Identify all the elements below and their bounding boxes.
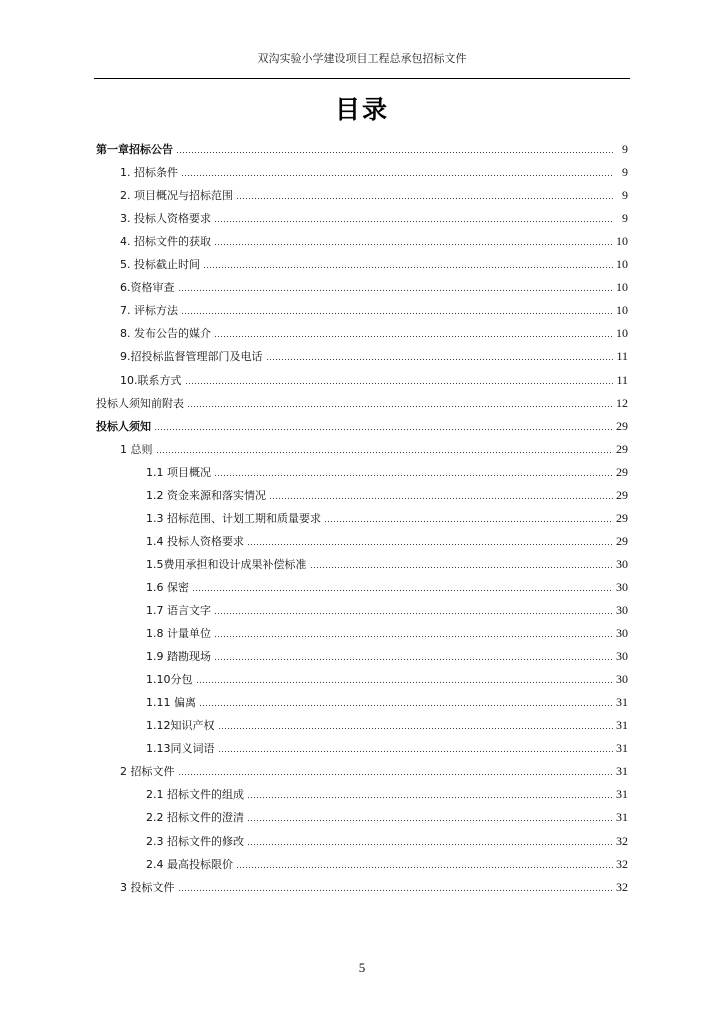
toc-entry[interactable]	[146, 830, 628, 848]
toc-entry-page: 9	[622, 188, 628, 203]
dot-leader	[178, 889, 614, 892]
toc-entry[interactable]	[120, 299, 628, 317]
toc-entry[interactable]	[120, 161, 628, 179]
dot-leader	[214, 474, 613, 477]
dot-leader	[310, 566, 614, 569]
toc-entry-page: 29	[616, 418, 628, 433]
toc-entry[interactable]	[120, 230, 628, 248]
toc-entry-page: 11	[616, 372, 628, 387]
dot-leader	[266, 358, 614, 361]
toc-entry-page: 31	[616, 764, 628, 779]
dot-leader	[214, 635, 613, 638]
toc-entry-page: 30	[616, 556, 628, 571]
toc-entry[interactable]	[146, 691, 628, 709]
dot-leader	[214, 658, 613, 661]
toc-entry[interactable]	[146, 783, 628, 801]
dot-leader	[185, 382, 614, 385]
toc-entry-page: 9	[622, 165, 628, 180]
toc-entry-page: 10	[616, 303, 628, 318]
dot-leader	[214, 243, 613, 246]
dot-leader	[214, 612, 613, 615]
toc-entry-page: 32	[616, 856, 628, 871]
toc-entry-label: 1.7 语言文字	[146, 604, 211, 617]
toc-entry-page: 10	[616, 257, 628, 272]
toc-entry[interactable]	[120, 369, 628, 387]
dot-leader	[236, 197, 613, 200]
toc-entry-label: 1.4 投标人资格要求	[146, 534, 244, 548]
toc-entry-page: 11	[616, 349, 628, 364]
toc-entry-label: 1.9 踏勘现场	[146, 650, 211, 664]
toc-entry-page: 30	[616, 626, 628, 641]
toc-entry[interactable]	[146, 737, 628, 755]
toc-entry[interactable]	[120, 345, 628, 363]
toc-entry[interactable]	[146, 599, 628, 617]
toc-entry-page: 30	[616, 603, 628, 617]
dot-leader	[203, 266, 613, 269]
toc-entry-page: 31	[616, 787, 628, 802]
dot-leader	[218, 750, 614, 753]
dot-leader	[199, 704, 613, 707]
toc-entry-page: 31	[616, 718, 628, 733]
toc-entry-label: 5. 投标截止时间	[120, 258, 200, 272]
dot-leader	[218, 727, 614, 730]
toc-entry-label: 2.3 招标文件的修改	[146, 834, 244, 848]
toc-entry[interactable]	[96, 138, 628, 156]
toc-entry-label: 1.13同义词语	[146, 742, 215, 756]
toc-entry-page: 29	[616, 441, 628, 456]
toc-title: 目录	[334, 95, 389, 124]
dot-leader	[236, 866, 613, 869]
toc-entry-page: 31	[616, 810, 628, 825]
dot-leader	[178, 289, 614, 292]
toc-entry-label: 投标人须知前附表	[96, 396, 184, 410]
toc-entry[interactable]	[146, 576, 628, 594]
page-number: 5	[358, 960, 366, 975]
toc-entry-page: 9	[622, 211, 628, 226]
toc-entry-page: 32	[616, 833, 628, 848]
toc-entry-label: 1.5费用承担和设计成果补偿标准	[146, 557, 307, 571]
toc-entry-label: 1.11 偏离	[146, 696, 196, 710]
toc-entry-page: 12	[616, 395, 628, 410]
toc-entry-label: 1.6 保密	[146, 580, 189, 594]
toc-entry-page: 29	[616, 510, 628, 525]
toc-entry-page: 29	[616, 533, 628, 548]
dot-leader	[247, 843, 613, 846]
dot-leader	[192, 589, 613, 592]
toc-entry-label: 1.12知识产权	[146, 719, 215, 733]
toc-entry-label: 1 总则	[120, 442, 153, 456]
toc-entry-label: 9.招投标监督管理部门及电话	[120, 350, 263, 364]
toc-entry[interactable]	[146, 668, 628, 686]
toc-entry[interactable]	[96, 415, 628, 433]
toc-entry[interactable]	[120, 253, 628, 271]
dot-leader	[187, 405, 613, 408]
toc-entry[interactable]	[146, 622, 628, 640]
toc-entry[interactable]	[146, 507, 628, 525]
toc-entry-label: 第一章招标公告	[96, 143, 173, 156]
toc-entry-label: 1.3 招标范围、计划工期和质量要求	[146, 511, 321, 525]
toc-entry-page: 10	[616, 234, 628, 249]
dot-leader	[196, 681, 614, 684]
toc-entry-label: 3. 投标人资格要求	[120, 212, 211, 226]
dot-leader	[181, 174, 613, 177]
dot-leader	[181, 312, 613, 315]
dot-leader	[154, 428, 613, 431]
toc-entry-label: 1.2 资金来源和落实情况	[146, 488, 266, 502]
toc-entry-page: 29	[616, 487, 628, 502]
toc-entry[interactable]	[146, 714, 628, 732]
toc-entry-page: 30	[616, 579, 628, 594]
toc-entry[interactable]	[120, 438, 628, 456]
dot-leader	[156, 451, 614, 454]
toc-entry[interactable]	[96, 392, 628, 410]
toc-entry[interactable]	[120, 207, 628, 225]
toc-entry[interactable]	[146, 553, 628, 571]
dot-leader	[247, 819, 613, 822]
toc-entry-label: 2 招标文件	[120, 765, 175, 779]
running-header: 双沟实验小学建设项目工程总承包招标文件	[257, 52, 467, 65]
toc-entry[interactable]	[120, 184, 628, 202]
toc-entry-page: 31	[616, 695, 628, 710]
dot-leader	[247, 796, 613, 799]
toc-entry-page: 30	[616, 649, 628, 664]
dot-leader	[178, 773, 614, 776]
toc-entry[interactable]	[146, 461, 628, 479]
dot-leader	[214, 220, 613, 223]
toc-entry-label: 7. 评标方法	[120, 304, 178, 318]
toc-entry[interactable]	[120, 760, 628, 778]
toc-entry-page: 31	[616, 741, 628, 756]
toc-entry[interactable]	[120, 322, 628, 340]
toc-entry[interactable]	[146, 530, 628, 548]
dot-leader	[247, 543, 613, 546]
toc-entry-label: 1.8 计量单位	[146, 627, 211, 641]
toc-entry-label: 6.资格审查	[120, 281, 175, 295]
toc-entry-label: 1. 招标条件	[120, 166, 178, 180]
header-rule	[94, 78, 630, 79]
toc-entry-label: 4. 招标文件的获取	[120, 235, 211, 249]
toc-entry-label: 2.4 最高投标限价	[146, 857, 233, 871]
dot-leader	[324, 520, 613, 523]
toc-entry[interactable]	[146, 484, 628, 502]
toc-entry-label: 1.1 项目概况	[146, 465, 211, 479]
dot-leader	[269, 497, 613, 500]
toc-entry[interactable]	[120, 876, 628, 894]
toc-entry-page: 32	[616, 879, 628, 894]
toc-entry-page: 9	[622, 142, 628, 156]
toc-entry-page: 10	[616, 280, 628, 295]
toc-entry[interactable]	[146, 853, 628, 871]
toc-entry-page: 29	[616, 464, 628, 479]
toc-entry-label: 10.联系方式	[120, 373, 182, 387]
toc-entry-label: 投标人须知	[96, 419, 151, 433]
toc-entry[interactable]	[146, 645, 628, 663]
toc-entry-label: 2.1 招标文件的组成	[146, 788, 244, 802]
toc-entry-page: 10	[616, 326, 628, 341]
dot-leader	[176, 151, 613, 154]
toc-entry-label: 2. 项目概况与招标范围	[120, 189, 233, 203]
toc-entry-page: 30	[616, 672, 628, 687]
dot-leader	[214, 335, 613, 338]
toc-entry-label: 1.10分包	[146, 673, 193, 687]
toc-entry-label: 2.2 招标文件的澄清	[146, 811, 244, 825]
toc-entry[interactable]	[120, 276, 628, 294]
toc-entry[interactable]	[146, 806, 628, 824]
toc-entry-label: 3 投标文件	[120, 880, 175, 894]
toc-entry-label: 8. 发布公告的媒介	[120, 327, 211, 341]
